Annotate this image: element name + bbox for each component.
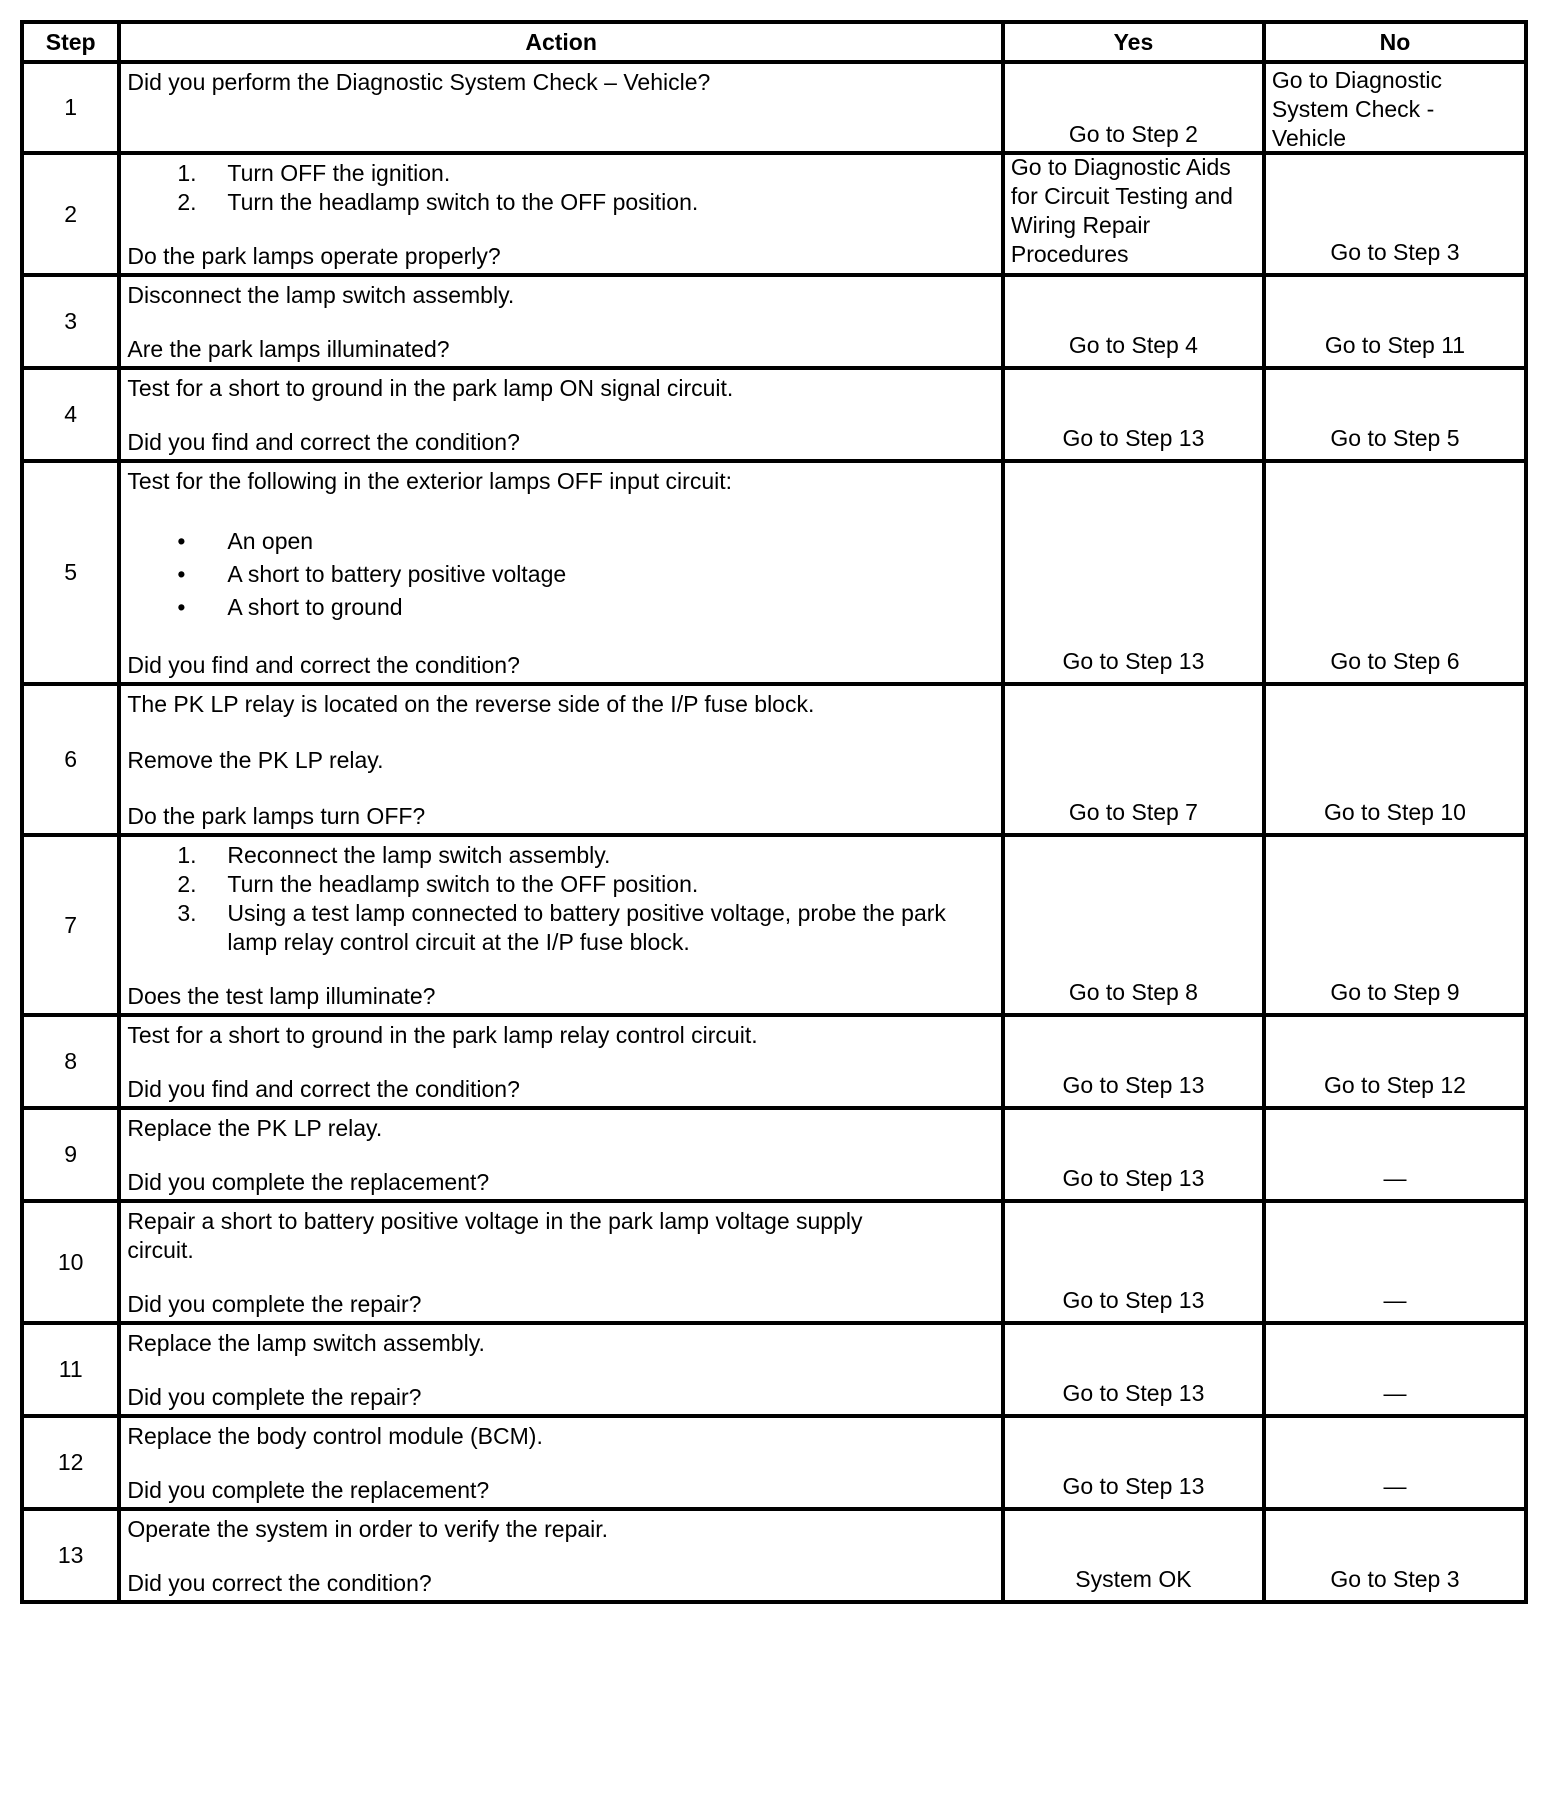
yes-link[interactable]: Go to Step 2 bbox=[1068, 121, 1198, 147]
numbered-list bbox=[127, 159, 995, 217]
action-text: Test for the following in the exterior lamps OFF input circuit: bbox=[127, 468, 733, 494]
yes-cell bbox=[1003, 1509, 1264, 1602]
question-text: Did you find and correct the condition? bbox=[127, 429, 520, 455]
table-row bbox=[22, 1323, 1526, 1416]
no-cell bbox=[1264, 835, 1526, 1015]
yes-link[interactable]: Go to Step 13 bbox=[1062, 1380, 1205, 1406]
step-number: 2 bbox=[22, 153, 119, 275]
yes-link-line: for Circuit Testing and bbox=[1010, 183, 1233, 209]
yes-link-line: Go to Diagnostic Aids bbox=[1010, 154, 1231, 180]
action-text: circuit. bbox=[127, 1237, 194, 1263]
yes-link[interactable]: Go to Step 8 bbox=[1068, 979, 1198, 1005]
action-cell bbox=[119, 684, 1003, 835]
action-cell bbox=[119, 1108, 1003, 1201]
action-text: Replace the body control module (BCM). bbox=[127, 1423, 543, 1449]
no-link[interactable]: Go to Step 3 bbox=[1330, 239, 1460, 265]
no-link-line: Vehicle bbox=[1271, 125, 1347, 151]
action-text: Remove the PK LP relay. bbox=[127, 747, 384, 773]
no-link[interactable]: Go to Step 12 bbox=[1323, 1072, 1466, 1098]
no-dash: — bbox=[1383, 1165, 1407, 1191]
step-number: 7 bbox=[22, 835, 119, 1015]
step-number: 12 bbox=[22, 1416, 119, 1509]
table-row bbox=[22, 1509, 1526, 1602]
header-row bbox=[22, 22, 1526, 62]
action-text: Disconnect the lamp switch assembly. bbox=[127, 282, 515, 308]
diagnostic-table bbox=[20, 20, 1528, 1604]
table-row bbox=[22, 1015, 1526, 1108]
yes-link[interactable]: Go to Step 7 bbox=[1068, 799, 1198, 825]
question-text: Did you complete the repair? bbox=[127, 1291, 422, 1317]
table-row bbox=[22, 461, 1526, 684]
table-row bbox=[22, 153, 1526, 275]
action-cell bbox=[119, 62, 1003, 153]
yes-cell bbox=[1003, 1108, 1264, 1201]
step-number: 1 bbox=[22, 62, 119, 153]
yes-cell bbox=[1003, 835, 1264, 1015]
header-no: No bbox=[1264, 22, 1526, 62]
table-row bbox=[22, 1108, 1526, 1201]
action-cell bbox=[119, 1015, 1003, 1108]
table-row bbox=[22, 62, 1526, 153]
question-text: Are the park lamps illuminated? bbox=[127, 336, 450, 362]
yes-cell bbox=[1003, 461, 1264, 684]
yes-link[interactable]: Go to Step 13 bbox=[1062, 1072, 1205, 1098]
no-cell bbox=[1264, 1201, 1526, 1323]
action-cell bbox=[119, 368, 1003, 461]
table-row bbox=[22, 684, 1526, 835]
list-item: • A short to battery positive voltage bbox=[177, 560, 567, 587]
no-link[interactable]: Go to Step 10 bbox=[1323, 799, 1466, 825]
yes-cell bbox=[1003, 1416, 1264, 1509]
no-link[interactable]: Go to Step 11 bbox=[1324, 332, 1466, 358]
question-text: Did you find and correct the condition? bbox=[127, 652, 520, 678]
question-text: Does the test lamp illuminate? bbox=[127, 983, 436, 1009]
question-text: Did you complete the replacement? bbox=[127, 1477, 490, 1503]
no-cell bbox=[1264, 275, 1526, 368]
list-item: 2. Turn the headlamp switch to the OFF position. bbox=[177, 189, 699, 215]
no-link[interactable] bbox=[1272, 66, 1518, 149]
no-cell bbox=[1264, 1108, 1526, 1201]
header-yes: Yes bbox=[1003, 22, 1264, 62]
action-text: Replace the PK LP relay. bbox=[127, 1115, 383, 1141]
action-text: Did you perform the Diagnostic System Check – Vehicle? bbox=[127, 69, 711, 95]
yes-link[interactable]: System OK bbox=[1075, 1566, 1192, 1592]
no-link[interactable]: Go to Step 6 bbox=[1330, 648, 1460, 674]
yes-link[interactable]: Go to Step 13 bbox=[1062, 648, 1205, 674]
yes-cell bbox=[1003, 1323, 1264, 1416]
action-text: Operate the system in order to verify the repair. bbox=[127, 1516, 609, 1542]
no-dash: — bbox=[1383, 1287, 1407, 1313]
list-item: 1. Reconnect the lamp switch assembly. bbox=[177, 842, 611, 868]
yes-cell bbox=[1003, 153, 1264, 275]
step-number: 13 bbox=[22, 1509, 119, 1602]
action-cell bbox=[119, 275, 1003, 368]
yes-link[interactable]: Go to Step 13 bbox=[1062, 1165, 1205, 1191]
header-action: Action bbox=[119, 22, 1003, 62]
step-number: 4 bbox=[22, 368, 119, 461]
no-link-line: Go to Diagnostic bbox=[1271, 67, 1442, 93]
yes-link[interactable]: Go to Step 13 bbox=[1062, 1287, 1205, 1313]
action-cell bbox=[119, 1323, 1003, 1416]
action-text: Replace the lamp switch assembly. bbox=[127, 1330, 485, 1356]
question-text: Did you correct the condition? bbox=[127, 1570, 432, 1596]
step-number: 8 bbox=[22, 1015, 119, 1108]
step-number: 9 bbox=[22, 1108, 119, 1201]
step-number: 6 bbox=[22, 684, 119, 835]
yes-link-line: Wiring Repair bbox=[1010, 212, 1151, 238]
action-cell bbox=[119, 1509, 1003, 1602]
question-text: Do the park lamps turn OFF? bbox=[127, 803, 426, 829]
no-link[interactable]: Go to Step 9 bbox=[1330, 979, 1460, 1005]
no-cell bbox=[1264, 1416, 1526, 1509]
action-cell bbox=[119, 1201, 1003, 1323]
yes-link-line: Procedures bbox=[1010, 241, 1129, 267]
table-row bbox=[22, 1416, 1526, 1509]
list-item: 3. Using a test lamp connected to battery positive voltage, probe the park lamp relay control circuit at the I/P fuse block. bbox=[177, 900, 946, 955]
no-cell bbox=[1264, 461, 1526, 684]
header-step: Step bbox=[22, 22, 119, 62]
no-dash: — bbox=[1383, 1473, 1407, 1499]
yes-cell bbox=[1003, 684, 1264, 835]
no-cell bbox=[1264, 684, 1526, 835]
action-text: Repair a short to battery positive voltage in the park lamp voltage supply bbox=[127, 1208, 863, 1234]
table-row bbox=[22, 275, 1526, 368]
action-cell bbox=[119, 153, 1003, 275]
no-cell bbox=[1264, 62, 1526, 153]
list-item: • An open bbox=[177, 527, 314, 554]
no-dash: — bbox=[1383, 1380, 1407, 1406]
yes-link[interactable]: Go to Step 13 bbox=[1062, 1473, 1205, 1499]
no-link[interactable]: Go to Step 5 bbox=[1330, 425, 1460, 451]
action-text: Test for a short to ground in the park lamp ON signal circuit. bbox=[127, 375, 734, 401]
step-number: 3 bbox=[22, 275, 119, 368]
yes-cell bbox=[1003, 1015, 1264, 1108]
table-row bbox=[22, 835, 1526, 1015]
no-cell bbox=[1264, 1015, 1526, 1108]
table-row bbox=[22, 1201, 1526, 1323]
step-number: 10 bbox=[22, 1201, 119, 1323]
action-text: Test for a short to ground in the park lamp relay control circuit. bbox=[127, 1022, 758, 1048]
no-cell bbox=[1264, 1323, 1526, 1416]
list-item: 2. Turn the headlamp switch to the OFF position. bbox=[177, 871, 699, 897]
action-cell bbox=[119, 461, 1003, 684]
question-text: Do the park lamps operate properly? bbox=[127, 243, 501, 269]
action-cell bbox=[119, 835, 1003, 1015]
list-item: • A short to ground bbox=[177, 593, 403, 620]
no-cell bbox=[1264, 368, 1526, 461]
yes-link[interactable]: Go to Step 4 bbox=[1068, 332, 1198, 358]
numbered-list bbox=[127, 841, 995, 957]
question-text: Did you find and correct the condition? bbox=[127, 1076, 520, 1102]
yes-link[interactable]: Go to Step 13 bbox=[1062, 425, 1205, 451]
no-cell bbox=[1264, 153, 1526, 275]
bullet-list bbox=[127, 525, 995, 624]
yes-cell bbox=[1003, 368, 1264, 461]
yes-link[interactable] bbox=[1010, 154, 1256, 269]
question-text: Did you complete the replacement? bbox=[127, 1169, 490, 1195]
table-row bbox=[22, 368, 1526, 461]
step-number: 5 bbox=[22, 461, 119, 684]
list-item: 1. Turn OFF the ignition. bbox=[177, 160, 451, 186]
no-cell bbox=[1264, 1509, 1526, 1602]
yes-cell bbox=[1003, 275, 1264, 368]
no-link-line: System Check - bbox=[1271, 96, 1435, 122]
action-text: The PK LP relay is located on the reverse side of the I/P fuse block. bbox=[127, 691, 815, 717]
step-number: 11 bbox=[22, 1323, 119, 1416]
action-cell bbox=[119, 1416, 1003, 1509]
no-link[interactable]: Go to Step 3 bbox=[1330, 1566, 1460, 1592]
yes-cell bbox=[1003, 62, 1264, 153]
question-text: Did you complete the repair? bbox=[127, 1384, 422, 1410]
yes-cell bbox=[1003, 1201, 1264, 1323]
